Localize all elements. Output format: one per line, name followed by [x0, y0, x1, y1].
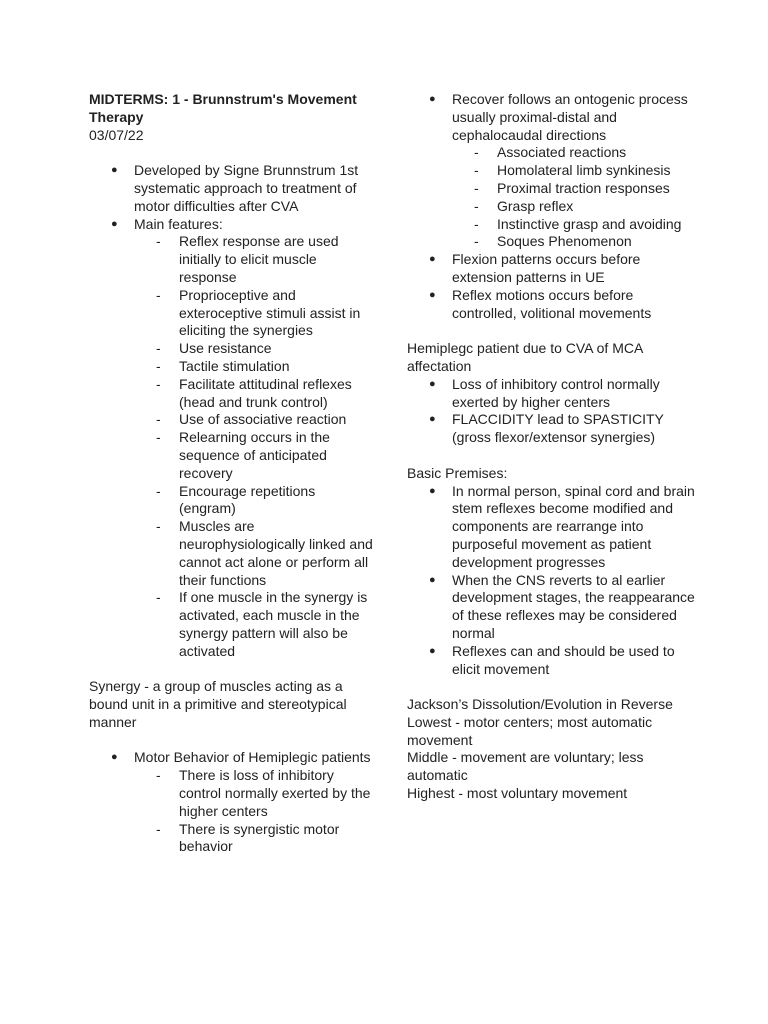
- spacer: [89, 144, 374, 162]
- premises-heading: Basic Premises:: [407, 464, 508, 481]
- jackson-heading: Jackson’s Dissolution/Evolution in Reverse: [407, 696, 673, 713]
- list-item: - Instinctive grasp and avoiding: [452, 216, 697, 234]
- list-item: - Proprioceptive and exteroceptive stimuli assist in eliciting the synergies: [134, 287, 374, 340]
- list-item: - If one muscle in the synergy is activated, each muscle in the synergy pattern will also be activated: [134, 589, 374, 660]
- intro-list: [89, 162, 374, 660]
- list-item: - Homolateral limb synkinesis: [452, 162, 697, 180]
- list-item: - There is loss of inhibitory control normally exerted by the higher centers: [134, 767, 374, 820]
- list-item: ● Developed by Signe Brunnstrum 1st systematic approach to treatment of motor difficulties after CVA: [89, 162, 374, 215]
- left-column: [89, 91, 374, 856]
- jackson-lowest: Lowest - motor centers; most automatic movement: [407, 713, 653, 748]
- premises-list: [407, 483, 697, 679]
- list-item: ● In normal person, spinal cord and brain stem reflexes become modified and components are rearrange into purposeful movement as patient development progresses: [407, 483, 697, 572]
- list-item: ● Reflex motions occurs before controlled, volitional movements: [407, 287, 697, 323]
- spacer: [89, 732, 374, 750]
- motor-behavior-label: Motor Behavior of Hemiplegic patients: [134, 749, 371, 766]
- recover-list: [407, 91, 697, 322]
- list-item: - Use of associative reaction: [134, 411, 374, 429]
- main-features-list: [134, 233, 374, 660]
- document-title: MIDTERMS: 1 - Brunnstrum's Movement Therapy: [89, 91, 357, 125]
- motor-behavior-sublist: [134, 767, 374, 856]
- list-item: ● When the CNS reverts to al earlier development stages, the reappearance of these reflexes may be considered normal: [407, 572, 697, 643]
- list-item: - Reflex response are used initially to elicit muscle response: [134, 233, 374, 286]
- right-column: [407, 91, 697, 803]
- list-item: ● FLACCIDITY lead to SPASTICITY (gross flexor/extensor synergies): [407, 411, 697, 447]
- jackson-highest: Highest - most voluntary movement: [407, 785, 628, 802]
- motor-behavior-list: [89, 749, 374, 856]
- list-item: - Use resistance: [134, 340, 374, 358]
- list-item: ● Reflexes can and should be used to elicit movement: [407, 643, 697, 679]
- spacer: [407, 322, 697, 340]
- synergy-definition: Synergy - a group of muscles acting as a bound unit in a primitive and stereotypical manner: [89, 678, 347, 730]
- spacer: [407, 447, 697, 465]
- list-item: - There is synergistic motor behavior: [134, 821, 374, 857]
- list-item: - Facilitate attitudinal reflexes (head and trunk control): [134, 376, 374, 412]
- list-item: - Muscles are neurophysiologically linked and cannot act alone or perform all their functions: [134, 518, 374, 589]
- list-item: [89, 216, 374, 661]
- list-item: - Relearning occurs in the sequence of anticipated recovery: [134, 429, 374, 482]
- list-item: - Soques Phenomenon: [452, 233, 697, 251]
- list-item: - Grasp reflex: [452, 198, 697, 216]
- list-item: ● Flexion patterns occurs before extension patterns in UE: [407, 251, 697, 287]
- list-item: - Associated reactions: [452, 144, 697, 162]
- spacer: [89, 661, 374, 679]
- list-item: [407, 91, 697, 251]
- list-item: - Tactile stimulation: [134, 358, 374, 376]
- spacer: [407, 678, 697, 696]
- hemiplegc-list: [407, 376, 697, 447]
- list-item: ● Loss of inhibitory control normally exerted by higher centers: [407, 376, 697, 412]
- list-item: - Encourage repetitions (engram): [134, 483, 374, 519]
- document-date: 03/07/22: [89, 126, 144, 143]
- recover-sublist: [452, 144, 697, 251]
- hemiplegc-heading: Hemiplegc patient due to CVA of MCA affectation: [407, 340, 643, 374]
- list-item: - Proximal traction responses: [452, 180, 697, 198]
- jackson-middle: Middle - movement are voluntary; less automatic: [407, 749, 644, 784]
- list-item: [89, 749, 374, 856]
- recover-text: Recover follows an ontogenic process usually proximal-distal and cephalocaudal directions: [452, 91, 688, 143]
- main-features-label: Main features:: [134, 215, 223, 232]
